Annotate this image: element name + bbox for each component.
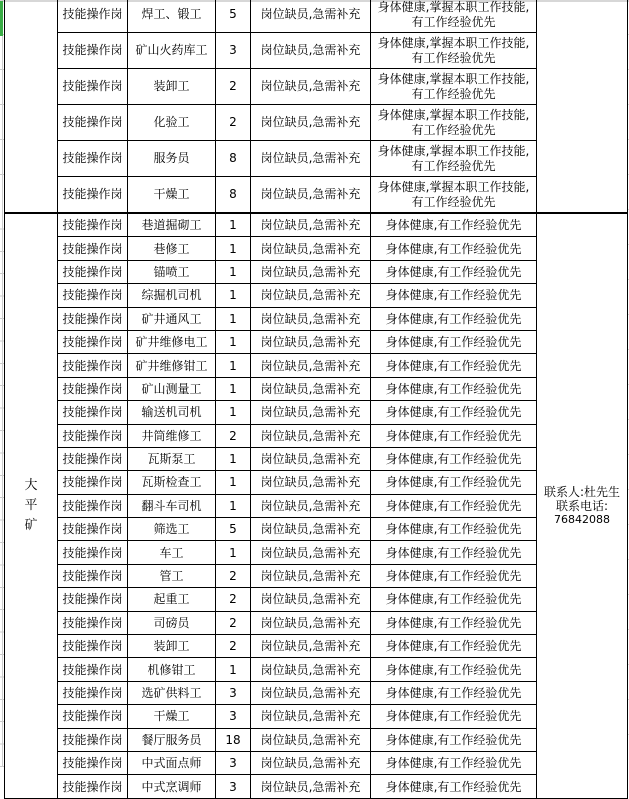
job-title-cell[interactable]: 矿井维修钳工: [128, 354, 216, 377]
vacancy-status-cell[interactable]: 岗位缺员,急需补充: [251, 751, 371, 774]
job-title-cell[interactable]: 服务员: [128, 141, 216, 177]
vacancy-status-cell[interactable]: 岗位缺员,急需补充: [251, 177, 371, 214]
job-title-cell[interactable]: 车工: [128, 541, 216, 564]
requirement-cell[interactable]: 身体健康,有工作经验优先: [371, 213, 537, 237]
vacancy-status-cell[interactable]: 岗位缺员,急需补充: [251, 518, 371, 541]
table-row: [5, 284, 628, 307]
vacancy-status-cell[interactable]: 岗位缺员,急需补充: [251, 33, 371, 69]
requirement-cell[interactable]: 身体健康,掌握本职工作技能,有工作经验优先: [371, 69, 537, 105]
requirement-cell[interactable]: 身体健康,有工作经验优先: [371, 541, 537, 564]
headcount-cell[interactable]: 2: [216, 424, 251, 447]
vacancy-status-cell[interactable]: 岗位缺员,急需补充: [251, 564, 371, 587]
contact-phone-number: 76842088: [554, 512, 610, 526]
category-cell[interactable]: 技能操作岗: [58, 0, 128, 33]
category-cell[interactable]: 技能操作岗: [58, 213, 128, 237]
job-title-cell[interactable]: 矿山测量工: [128, 377, 216, 400]
headcount-cell[interactable]: 2: [216, 611, 251, 634]
requirement-cell[interactable]: 身体健康,有工作经验优先: [371, 237, 537, 260]
headcount-cell[interactable]: 1: [216, 307, 251, 330]
headcount-cell[interactable]: 1: [216, 260, 251, 283]
mine-name-cell[interactable]: [5, 0, 58, 213]
headcount-cell[interactable]: 2: [216, 69, 251, 105]
headcount-cell[interactable]: 8: [216, 177, 251, 214]
table-row: [5, 177, 628, 214]
table-row: [5, 424, 628, 447]
vacancy-status-cell[interactable]: 岗位缺员,急需补充: [251, 588, 371, 611]
vacancy-status-cell[interactable]: 岗位缺员,急需补充: [251, 0, 371, 33]
category-cell[interactable]: 技能操作岗: [58, 141, 128, 177]
headcount-cell[interactable]: 2: [216, 105, 251, 141]
job-title-cell[interactable]: 锚喷工: [128, 260, 216, 283]
contact-phone-label: 联系电话:: [555, 498, 609, 513]
vacancy-status-cell[interactable]: 岗位缺员,急需补充: [251, 141, 371, 177]
category-cell[interactable]: 技能操作岗: [58, 33, 128, 69]
vacancy-status-cell[interactable]: 岗位缺员,急需补充: [251, 705, 371, 728]
job-title-cell[interactable]: 装卸工: [128, 635, 216, 658]
vacancy-status-cell[interactable]: 岗位缺员,急需补充: [251, 377, 371, 400]
table-row: [5, 471, 628, 494]
category-cell[interactable]: 技能操作岗: [58, 705, 128, 728]
job-title-cell[interactable]: 矿井维修电工: [128, 330, 216, 353]
category-cell[interactable]: 技能操作岗: [58, 751, 128, 774]
job-title-cell[interactable]: 管工: [128, 564, 216, 587]
job-title-cell[interactable]: 干燥工: [128, 177, 216, 214]
category-cell[interactable]: 技能操作岗: [58, 494, 128, 517]
mine-name-cell[interactable]: [5, 213, 58, 798]
table-row: [5, 728, 628, 751]
requirement-cell[interactable]: 身体健康,有工作经验优先: [371, 307, 537, 330]
category-cell[interactable]: 技能操作岗: [58, 307, 128, 330]
vacancy-status-cell[interactable]: 岗位缺员,急需补充: [251, 658, 371, 681]
job-title-cell[interactable]: 巷修工: [128, 237, 216, 260]
table-row: [5, 0, 628, 33]
headcount-cell[interactable]: 1: [216, 541, 251, 564]
category-cell[interactable]: 技能操作岗: [58, 728, 128, 751]
table-body: [5, 0, 628, 798]
contact-person-line: 联系人:杜先生: [543, 484, 621, 499]
active-row-indicator: [0, 1, 3, 36]
requirement-cell[interactable]: 身体健康,掌握本职工作技能,有工作经验优先: [371, 141, 537, 177]
vacancy-status-cell[interactable]: 岗位缺员,急需补充: [251, 401, 371, 424]
category-cell[interactable]: 技能操作岗: [58, 377, 128, 400]
table-row: [5, 751, 628, 774]
headcount-cell[interactable]: 1: [216, 213, 251, 237]
job-title-cell[interactable]: 干燥工: [128, 705, 216, 728]
table-row: [5, 33, 628, 69]
vacancy-status-cell[interactable]: 岗位缺员,急需补充: [251, 213, 371, 237]
table-row: [5, 705, 628, 728]
headcount-cell[interactable]: 3: [216, 705, 251, 728]
vacancy-status-cell[interactable]: 岗位缺员,急需补充: [251, 681, 371, 704]
job-title-cell[interactable]: 焊工、锻工: [128, 0, 216, 33]
job-title-cell[interactable]: 中式面点师: [128, 751, 216, 774]
job-title-cell[interactable]: 综掘机司机: [128, 284, 216, 307]
job-title-cell[interactable]: 井筒维修工: [128, 424, 216, 447]
requirement-cell[interactable]: 身体健康,有工作经验优先: [371, 635, 537, 658]
table-row: [5, 260, 628, 283]
category-cell[interactable]: 技能操作岗: [58, 424, 128, 447]
headcount-cell[interactable]: 1: [216, 401, 251, 424]
table-row: [5, 635, 628, 658]
headcount-cell[interactable]: 8: [216, 141, 251, 177]
headcount-cell[interactable]: 1: [216, 494, 251, 517]
job-title-cell[interactable]: 选矿供料工: [128, 681, 216, 704]
headcount-cell[interactable]: 1: [216, 330, 251, 353]
mine-name-label: 大 平 矿: [24, 477, 38, 533]
headcount-cell[interactable]: 18: [216, 728, 251, 751]
table-row: [5, 330, 628, 353]
headcount-cell[interactable]: 3: [216, 775, 251, 798]
contact-info-cell[interactable]: [537, 0, 628, 213]
vacancy-status-cell[interactable]: 岗位缺员,急需补充: [251, 424, 371, 447]
vacancy-status-cell[interactable]: 岗位缺员,急需补充: [251, 635, 371, 658]
vacancy-status-cell[interactable]: 岗位缺员,急需补充: [251, 354, 371, 377]
category-cell[interactable]: 技能操作岗: [58, 105, 128, 141]
headcount-cell[interactable]: 1: [216, 658, 251, 681]
requirement-cell[interactable]: 身体健康,有工作经验优先: [371, 260, 537, 283]
category-cell[interactable]: 技能操作岗: [58, 69, 128, 105]
job-title-cell[interactable]: 化验工: [128, 105, 216, 141]
job-title-cell[interactable]: 翻斗车司机: [128, 494, 216, 517]
requirement-cell[interactable]: 身体健康,掌握本职工作技能,有工作经验优先: [371, 0, 537, 33]
vacancy-status-cell[interactable]: 岗位缺员,急需补充: [251, 284, 371, 307]
category-cell[interactable]: 技能操作岗: [58, 177, 128, 214]
vacancy-status-cell[interactable]: 岗位缺员,急需补充: [251, 237, 371, 260]
headcount-cell[interactable]: 1: [216, 377, 251, 400]
table-row: [5, 213, 628, 237]
headcount-cell[interactable]: 1: [216, 284, 251, 307]
requirement-cell[interactable]: 身体健康,有工作经验优先: [371, 447, 537, 470]
gridline-vertical: [2, 0, 3, 767]
requirement-cell[interactable]: 身体健康,有工作经验优先: [371, 471, 537, 494]
vacancy-status-cell[interactable]: 岗位缺员,急需补充: [251, 260, 371, 283]
vacancy-status-cell[interactable]: 岗位缺员,急需补充: [251, 69, 371, 105]
table-row: [5, 564, 628, 587]
table-row: [5, 307, 628, 330]
category-cell[interactable]: 技能操作岗: [58, 237, 128, 260]
vacancy-status-cell[interactable]: 岗位缺员,急需补充: [251, 541, 371, 564]
job-title-cell[interactable]: 瓦斯检查工: [128, 471, 216, 494]
headcount-cell[interactable]: 2: [216, 635, 251, 658]
job-title-cell[interactable]: 中式烹调师: [128, 775, 216, 798]
job-title-cell[interactable]: 起重工: [128, 588, 216, 611]
requirement-cell[interactable]: 身体健康,有工作经验优先: [371, 284, 537, 307]
headcount-cell[interactable]: 1: [216, 471, 251, 494]
requirement-cell[interactable]: 身体健康,有工作经验优先: [371, 681, 537, 704]
job-title-cell[interactable]: 机修钳工: [128, 658, 216, 681]
table-row: [5, 611, 628, 634]
vacancy-status-cell[interactable]: 岗位缺员,急需补充: [251, 307, 371, 330]
requirement-cell[interactable]: 身体健康,掌握本职工作技能,有工作经验优先: [371, 105, 537, 141]
headcount-cell[interactable]: 5: [216, 0, 251, 33]
requirement-cell[interactable]: 身体健康,有工作经验优先: [371, 728, 537, 751]
headcount-cell[interactable]: 3: [216, 681, 251, 704]
table-row: [5, 588, 628, 611]
table-row: [5, 354, 628, 377]
headcount-cell[interactable]: 1: [216, 447, 251, 470]
category-cell[interactable]: 技能操作岗: [58, 447, 128, 470]
category-cell[interactable]: 技能操作岗: [58, 635, 128, 658]
job-title-cell[interactable]: 餐厅服务员: [128, 728, 216, 751]
requirement-cell[interactable]: 身体健康,掌握本职工作技能,有工作经验优先: [371, 177, 537, 214]
job-title-cell[interactable]: 装卸工: [128, 69, 216, 105]
job-title-cell[interactable]: 矿山火药库工: [128, 33, 216, 69]
requirement-cell[interactable]: 身体健康,有工作经验优先: [371, 611, 537, 634]
table-row: [5, 494, 628, 517]
headcount-cell[interactable]: 2: [216, 588, 251, 611]
job-title-cell[interactable]: 司磅员: [128, 611, 216, 634]
requirement-cell[interactable]: 身体健康,有工作经验优先: [371, 401, 537, 424]
vacancy-status-cell[interactable]: 岗位缺员,急需补充: [251, 775, 371, 798]
requirement-cell[interactable]: 身体健康,有工作经验优先: [371, 494, 537, 517]
vacancy-status-cell[interactable]: 岗位缺员,急需补充: [251, 105, 371, 141]
requirement-cell[interactable]: 身体健康,有工作经验优先: [371, 564, 537, 587]
requirement-cell[interactable]: 身体健康,有工作经验优先: [371, 424, 537, 447]
requirement-cell[interactable]: 身体健康,有工作经验优先: [371, 354, 537, 377]
table-row: [5, 401, 628, 424]
category-cell[interactable]: 技能操作岗: [58, 681, 128, 704]
category-cell[interactable]: 技能操作岗: [58, 564, 128, 587]
requirement-cell[interactable]: 身体健康,有工作经验优先: [371, 330, 537, 353]
category-cell[interactable]: 技能操作岗: [58, 611, 128, 634]
vacancy-status-cell[interactable]: 岗位缺员,急需补充: [251, 611, 371, 634]
headcount-cell[interactable]: 1: [216, 354, 251, 377]
category-cell[interactable]: 技能操作岗: [58, 401, 128, 424]
table-row: [5, 237, 628, 260]
headcount-cell[interactable]: 5: [216, 518, 251, 541]
table-row: [5, 447, 628, 470]
vacancy-status-cell[interactable]: 岗位缺员,急需补充: [251, 471, 371, 494]
requirement-cell[interactable]: 身体健康,有工作经验优先: [371, 588, 537, 611]
vacancy-status-cell[interactable]: 岗位缺员,急需补充: [251, 494, 371, 517]
category-cell[interactable]: 技能操作岗: [58, 588, 128, 611]
requirement-cell[interactable]: 身体健康,掌握本职工作技能,有工作经验优先: [371, 33, 537, 69]
job-title-cell[interactable]: 瓦斯泵工: [128, 447, 216, 470]
job-title-cell[interactable]: 筛选工: [128, 518, 216, 541]
table-row: [5, 141, 628, 177]
requirement-cell[interactable]: 身体健康,有工作经验优先: [371, 658, 537, 681]
category-cell[interactable]: 技能操作岗: [58, 775, 128, 798]
category-cell[interactable]: 技能操作岗: [58, 260, 128, 283]
category-cell[interactable]: 技能操作岗: [58, 284, 128, 307]
job-title-cell[interactable]: 输送机司机: [128, 401, 216, 424]
requirement-cell[interactable]: 身体健康,有工作经验优先: [371, 751, 537, 774]
table-row: [5, 658, 628, 681]
headcount-cell[interactable]: 1: [216, 237, 251, 260]
headcount-cell[interactable]: 3: [216, 33, 251, 69]
requirement-cell[interactable]: 身体健康,有工作经验优先: [371, 775, 537, 798]
headcount-cell[interactable]: 2: [216, 564, 251, 587]
category-cell[interactable]: 技能操作岗: [58, 658, 128, 681]
table-row: [5, 681, 628, 704]
job-title-cell[interactable]: 巷道掘砌工: [128, 213, 216, 237]
table-row: [5, 69, 628, 105]
vacancy-status-cell[interactable]: 岗位缺员,急需补充: [251, 447, 371, 470]
vacancy-status-cell[interactable]: 岗位缺员,急需补充: [251, 728, 371, 751]
vacancy-status-cell[interactable]: 岗位缺员,急需补充: [251, 330, 371, 353]
requirement-cell[interactable]: 身体健康,有工作经验优先: [371, 518, 537, 541]
table-row: [5, 518, 628, 541]
contact-info-cell[interactable]: [537, 213, 628, 798]
category-cell[interactable]: 技能操作岗: [58, 471, 128, 494]
category-cell[interactable]: 技能操作岗: [58, 330, 128, 353]
table-row: [5, 775, 628, 798]
requirement-cell[interactable]: 身体健康,有工作经验优先: [371, 377, 537, 400]
category-cell[interactable]: 技能操作岗: [58, 541, 128, 564]
table-row: [5, 541, 628, 564]
category-cell[interactable]: 技能操作岗: [58, 354, 128, 377]
requirement-cell[interactable]: 身体健康,有工作经验优先: [371, 705, 537, 728]
category-cell[interactable]: 技能操作岗: [58, 518, 128, 541]
headcount-cell[interactable]: 3: [216, 751, 251, 774]
recruitment-table: [4, 0, 628, 799]
table-row: [5, 377, 628, 400]
table-row: [5, 105, 628, 141]
job-title-cell[interactable]: 矿井通风工: [128, 307, 216, 330]
